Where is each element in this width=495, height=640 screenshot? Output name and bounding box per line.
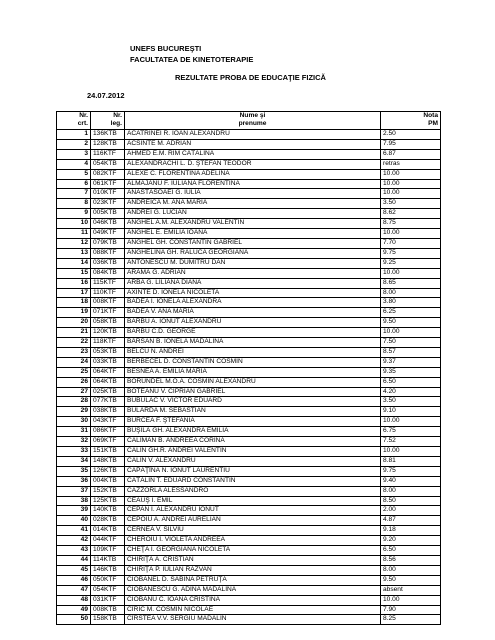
row-number: 15 [57,268,91,278]
row-number: 4 [57,159,91,169]
registration-number: 038KTB [91,407,125,417]
student-name: ANDREICA M. ANA MARIA [125,199,381,209]
registration-number: 054KTF [91,585,125,595]
registration-number: 043KTF [91,417,125,427]
table-row [57,199,441,209]
grade: 8.00 [381,486,441,496]
registration-number: 128KTB [91,139,125,149]
table-row [57,248,441,258]
student-name: CĂLIMAN B. ANDREEA CORINA [125,437,381,447]
registration-number: 005KTB [91,209,125,219]
student-name: CĂTĂLIN T. EDUARD CONSTANTIN [125,476,381,486]
student-name: ANDREI G. LUCIAN [125,209,381,219]
student-name: BELCU N. ANDREI [125,347,381,357]
registration-number: 053KTB [91,347,125,357]
table-row [57,130,441,140]
table-row [57,377,441,387]
row-number: 24 [57,357,91,367]
student-name: ANGHEL E. EMILIA IOANA [125,229,381,239]
row-number: 17 [57,288,91,298]
student-name: CÎRIC M. COSMIN NICOLAE [125,605,381,615]
grade: 9.50 [381,575,441,585]
grade: 9.75 [381,466,441,476]
grade: absent [381,585,441,595]
student-name: ALMĂJANU F. IULIANA FLORENTINA [125,179,381,189]
registration-number: 140KTB [91,506,125,516]
registration-number: 151KTB [91,447,125,457]
grade: 9.18 [381,526,441,536]
registration-number: 054KTB [91,159,125,169]
row-number: 36 [57,476,91,486]
student-name: BULARDA M. SEBASTIAN [125,407,381,417]
registration-number: 014KTB [91,526,125,536]
grade: 9.25 [381,258,441,268]
student-name: CĂPĂŢÎNĂ N. IONUT LAURENTIU [125,466,381,476]
student-name: CĂLIN V. ALEXANDRU [125,456,381,466]
row-number: 12 [57,238,91,248]
grade: 10.00 [381,595,441,605]
student-name: ACATRINEI R. IOAN ALEXANDRU [125,130,381,140]
registration-number: 033KTB [91,357,125,367]
table-row [57,298,441,308]
row-number: 20 [57,318,91,328]
row-number: 11 [57,229,91,239]
table-row [57,397,441,407]
table-row [57,447,441,457]
student-name: CHEŢA I. GEORGIANA NICOLETA [125,546,381,556]
grade: 8.25 [381,615,441,625]
table-row [57,456,441,466]
registration-number: 118KTF [91,338,125,348]
table-row [57,328,441,338]
table-row [57,169,441,179]
registration-number: 058KTB [91,318,125,328]
grade: 6.87 [381,149,441,159]
registration-number: 126KTB [91,466,125,476]
table-row [57,555,441,565]
student-name: BOTEANU V. CIPRIAN GABRIEL [125,387,381,397]
table-row [57,268,441,278]
row-number: 10 [57,219,91,229]
registration-number: 086KTF [91,427,125,437]
grade: 2.50 [381,130,441,140]
student-name: BESNEA A. EMILIA MARIA [125,367,381,377]
table-row [57,526,441,536]
table-row [57,615,441,625]
registration-number: 008KTF [91,298,125,308]
table-row [57,466,441,476]
table-row [57,308,441,318]
registration-number: 120KTB [91,328,125,338]
registration-number: 146KTB [91,565,125,575]
table-row [57,209,441,219]
grade: 7.95 [381,139,441,149]
student-name: ARAMĂ G. ADRIAN [125,268,381,278]
grade: 9.40 [381,476,441,486]
registration-number: 028KTB [91,516,125,526]
student-name: ANGHEL A.M. ALEXANDRU VALENTIN [125,219,381,229]
student-name: CIOBANU C. IOANA CRISTINA [125,595,381,605]
row-number: 7 [57,189,91,199]
student-name: BURCEA F. ŞTEFANIA [125,417,381,427]
column-header-nr-leg: Nr. leg. [91,112,125,130]
student-name: CHIRIŢĂ A. CRISTIAN [125,555,381,565]
table-row [57,437,441,447]
row-number: 3 [57,149,91,159]
student-name: AXINTE D. IONELA NICOLETA [125,288,381,298]
table-row [57,357,441,367]
row-number: 37 [57,486,91,496]
table-row [57,565,441,575]
table-row [57,347,441,357]
row-number: 43 [57,546,91,556]
row-number: 29 [57,407,91,417]
table-row [57,476,441,486]
registration-number: 077KTB [91,397,125,407]
grade: 8.65 [381,278,441,288]
row-number: 38 [57,496,91,506]
grade: 4.87 [381,516,441,526]
grade: 10.00 [381,229,441,239]
row-number: 5 [57,169,91,179]
table-row [57,546,441,556]
column-header-grade: Nota PM [381,112,441,130]
registration-number: 044KTF [91,536,125,546]
registration-number: 010KTF [91,189,125,199]
student-name: BARBU C.D. GEORGE [125,328,381,338]
table-row [57,318,441,328]
grade: 10.00 [381,417,441,427]
grade: 8.56 [381,555,441,565]
grade: 9.20 [381,536,441,546]
table-row [57,278,441,288]
registration-number: 114KTB [91,555,125,565]
table-row [57,159,441,169]
grade: 10.00 [381,169,441,179]
grade: 9.35 [381,367,441,377]
student-name: CAZZORLA ALESSANDRO [125,486,381,496]
table-row [57,585,441,595]
grade: 9.50 [381,318,441,328]
table-row [57,189,441,199]
row-number: 34 [57,456,91,466]
table-row [57,238,441,248]
student-name: BORUNDEL M.O.A. COSMIN ALEXANDRU [125,377,381,387]
row-number: 40 [57,516,91,526]
grade: retras [381,159,441,169]
grade: 7.70 [381,238,441,248]
student-name: BADEA I. IONELA ALEXANDRA [125,298,381,308]
row-number: 50 [57,615,91,625]
row-number: 16 [57,278,91,288]
table-row [57,139,441,149]
student-name: CIOBANEL D. SABINA PETRUŢA [125,575,381,585]
table-row [57,338,441,348]
grade: 10.00 [381,268,441,278]
student-name: ANGHELINA GH. RALUCA GEORGIANA [125,248,381,258]
university-name: UNEFS BUCUREŞTI [130,44,202,53]
registration-number: 064KTB [91,377,125,387]
table-row [57,219,441,229]
row-number: 33 [57,447,91,457]
table-row [57,486,441,496]
grade: 2.00 [381,506,441,516]
registration-number: 116KTF [91,149,125,159]
student-name: CEAUŞ I. EMIL [125,496,381,506]
row-number: 2 [57,139,91,149]
registration-number: 036KTB [91,258,125,268]
grade: 7.50 [381,338,441,348]
registration-number: 158KTB [91,615,125,625]
row-number: 45 [57,565,91,575]
student-name: BADEA V. ANA MARIA [125,308,381,318]
row-number: 14 [57,258,91,268]
row-number: 49 [57,605,91,615]
row-number: 23 [57,347,91,357]
table-body [57,130,441,625]
grade: 10.00 [381,328,441,338]
registration-number: 125KTB [91,496,125,506]
table-header-row [57,112,441,130]
row-number: 25 [57,367,91,377]
row-number: 46 [57,575,91,585]
grade: 3.50 [381,199,441,209]
row-number: 28 [57,397,91,407]
grade: 7.90 [381,605,441,615]
grade: 10.00 [381,179,441,189]
grade: 8.00 [381,565,441,575]
registration-number: 136KTB [91,130,125,140]
table-row [57,536,441,546]
row-number: 47 [57,585,91,595]
grade: 8.57 [381,347,441,357]
grade: 4.20 [381,387,441,397]
student-name: ARBA G. LILIANA DIANA [125,278,381,288]
row-number: 19 [57,308,91,318]
student-name: ACSINTE M. ADRIAN [125,139,381,149]
table-row [57,367,441,377]
table-row [57,149,441,159]
row-number: 32 [57,437,91,447]
row-number: 30 [57,417,91,427]
student-name: CHIRIŢĂ P. IULIAN RĂZVAN [125,565,381,575]
registration-number: 079KTB [91,238,125,248]
table-row [57,179,441,189]
registration-number: 115KTF [91,278,125,288]
student-name: BUBULAC V. VICTOR EDUARD [125,397,381,407]
student-name: CEPAN I. ALEXANDRU IONUT [125,506,381,516]
student-name: BARBU A. IONUT ALEXANDRU [125,318,381,328]
grade: 9.10 [381,407,441,417]
row-number: 6 [57,179,91,189]
row-number: 41 [57,526,91,536]
registration-number: 088KTF [91,248,125,258]
student-name: BERBECEL D. CONSTANTIN COSMIN [125,357,381,367]
grade: 10.00 [381,447,441,457]
grade: 7.52 [381,437,441,447]
grade: 6.50 [381,546,441,556]
row-number: 31 [57,427,91,437]
row-number: 35 [57,466,91,476]
student-name: CÎRSTEA V.V. SERGIU MĂDĂLIN [125,615,381,625]
table-row [57,417,441,427]
table-row [57,288,441,298]
student-name: CIOBĂNESCU G. ADINA MĂDĂLINA [125,585,381,595]
row-number: 44 [57,555,91,565]
table-row [57,575,441,585]
row-number: 21 [57,328,91,338]
student-name: BÂRSAN B. IONELA MĂDĂLINA [125,338,381,348]
row-number: 42 [57,536,91,546]
table-row [57,605,441,615]
faculty-name: FACULTATEA DE KINETOTERAPIE [130,55,254,64]
table-row [57,496,441,506]
grade: 9.75 [381,248,441,258]
table-row [57,595,441,605]
row-number: 26 [57,377,91,387]
student-name: CEPOIU A. ANDREI AURELIAN [125,516,381,526]
column-header-nr-crt: Nr. crt. [57,112,91,130]
registration-number: 025KTB [91,387,125,397]
student-name: ANGHEL GH. CONSTANTIN GABRIEL [125,238,381,248]
row-number: 48 [57,595,91,605]
registration-number: 071KTF [91,308,125,318]
row-number: 27 [57,387,91,397]
grade: 10.00 [381,189,441,199]
registration-number: 008KTB [91,605,125,615]
student-name: CĂLIN GH.R. ANDREI VALENTIN [125,447,381,457]
student-name: AHMED E.M. RIM CĂTĂLINA [125,149,381,159]
grade: 8.75 [381,219,441,229]
registration-number: 148KTB [91,456,125,466]
grade: 8.81 [381,456,441,466]
grade: 8.50 [381,496,441,506]
registration-number: 084KTB [91,268,125,278]
grade: 6.50 [381,377,441,387]
row-number: 39 [57,506,91,516]
grade: 3.80 [381,298,441,308]
table-row [57,427,441,437]
registration-number: 069KTF [91,437,125,447]
registration-number: 004KTB [91,476,125,486]
row-number: 18 [57,298,91,308]
row-number: 8 [57,199,91,209]
registration-number: 109KTF [91,546,125,556]
registration-number: 050KTF [91,575,125,585]
table-row [57,258,441,268]
registration-number: 082KTF [91,169,125,179]
registration-number: 049KTF [91,229,125,239]
results-table [56,111,441,625]
table-row [57,229,441,239]
student-name: BUŞILĂ GH. ALEXANDRA EMILIA [125,427,381,437]
table-row [57,516,441,526]
table-row [57,506,441,516]
table-row [57,407,441,417]
grade: 3.50 [381,397,441,407]
document-date: 24.07.2012 [87,91,125,100]
registration-number: 023KTF [91,199,125,209]
registration-number: 046KTB [91,219,125,229]
grade: 9.37 [381,357,441,367]
table-row [57,387,441,397]
column-header-name: Nume şi prenume [125,112,381,130]
row-number: 1 [57,130,91,140]
grade: 8.00 [381,288,441,298]
grade: 6.25 [381,308,441,318]
row-number: 9 [57,209,91,219]
document-title: REZULTATE PROBA DE EDUCAŢIE FIZICĂ [175,73,326,82]
grade: 6.75 [381,427,441,437]
grade: 8.62 [381,209,441,219]
student-name: ANTONESCU M. DUMITRU DAN [125,258,381,268]
registration-number: 110KTF [91,288,125,298]
student-name: CERNEA V. SILVIU [125,526,381,536]
row-number: 13 [57,248,91,258]
student-name: ANASTĂSOAEI G. IULIA [125,189,381,199]
registration-number: 061KTF [91,179,125,189]
registration-number: 152KTB [91,486,125,496]
registration-number: 064KTF [91,367,125,377]
row-number: 22 [57,338,91,348]
registration-number: 031KTF [91,595,125,605]
student-name: ALEXE C. FLORENTINA ADELINA [125,169,381,179]
student-name: CHEROIU I. VIOLETA ANDREEA [125,536,381,546]
student-name: ALEXANDRACHI L. D. ŞTEFAN TEODOR [125,159,381,169]
